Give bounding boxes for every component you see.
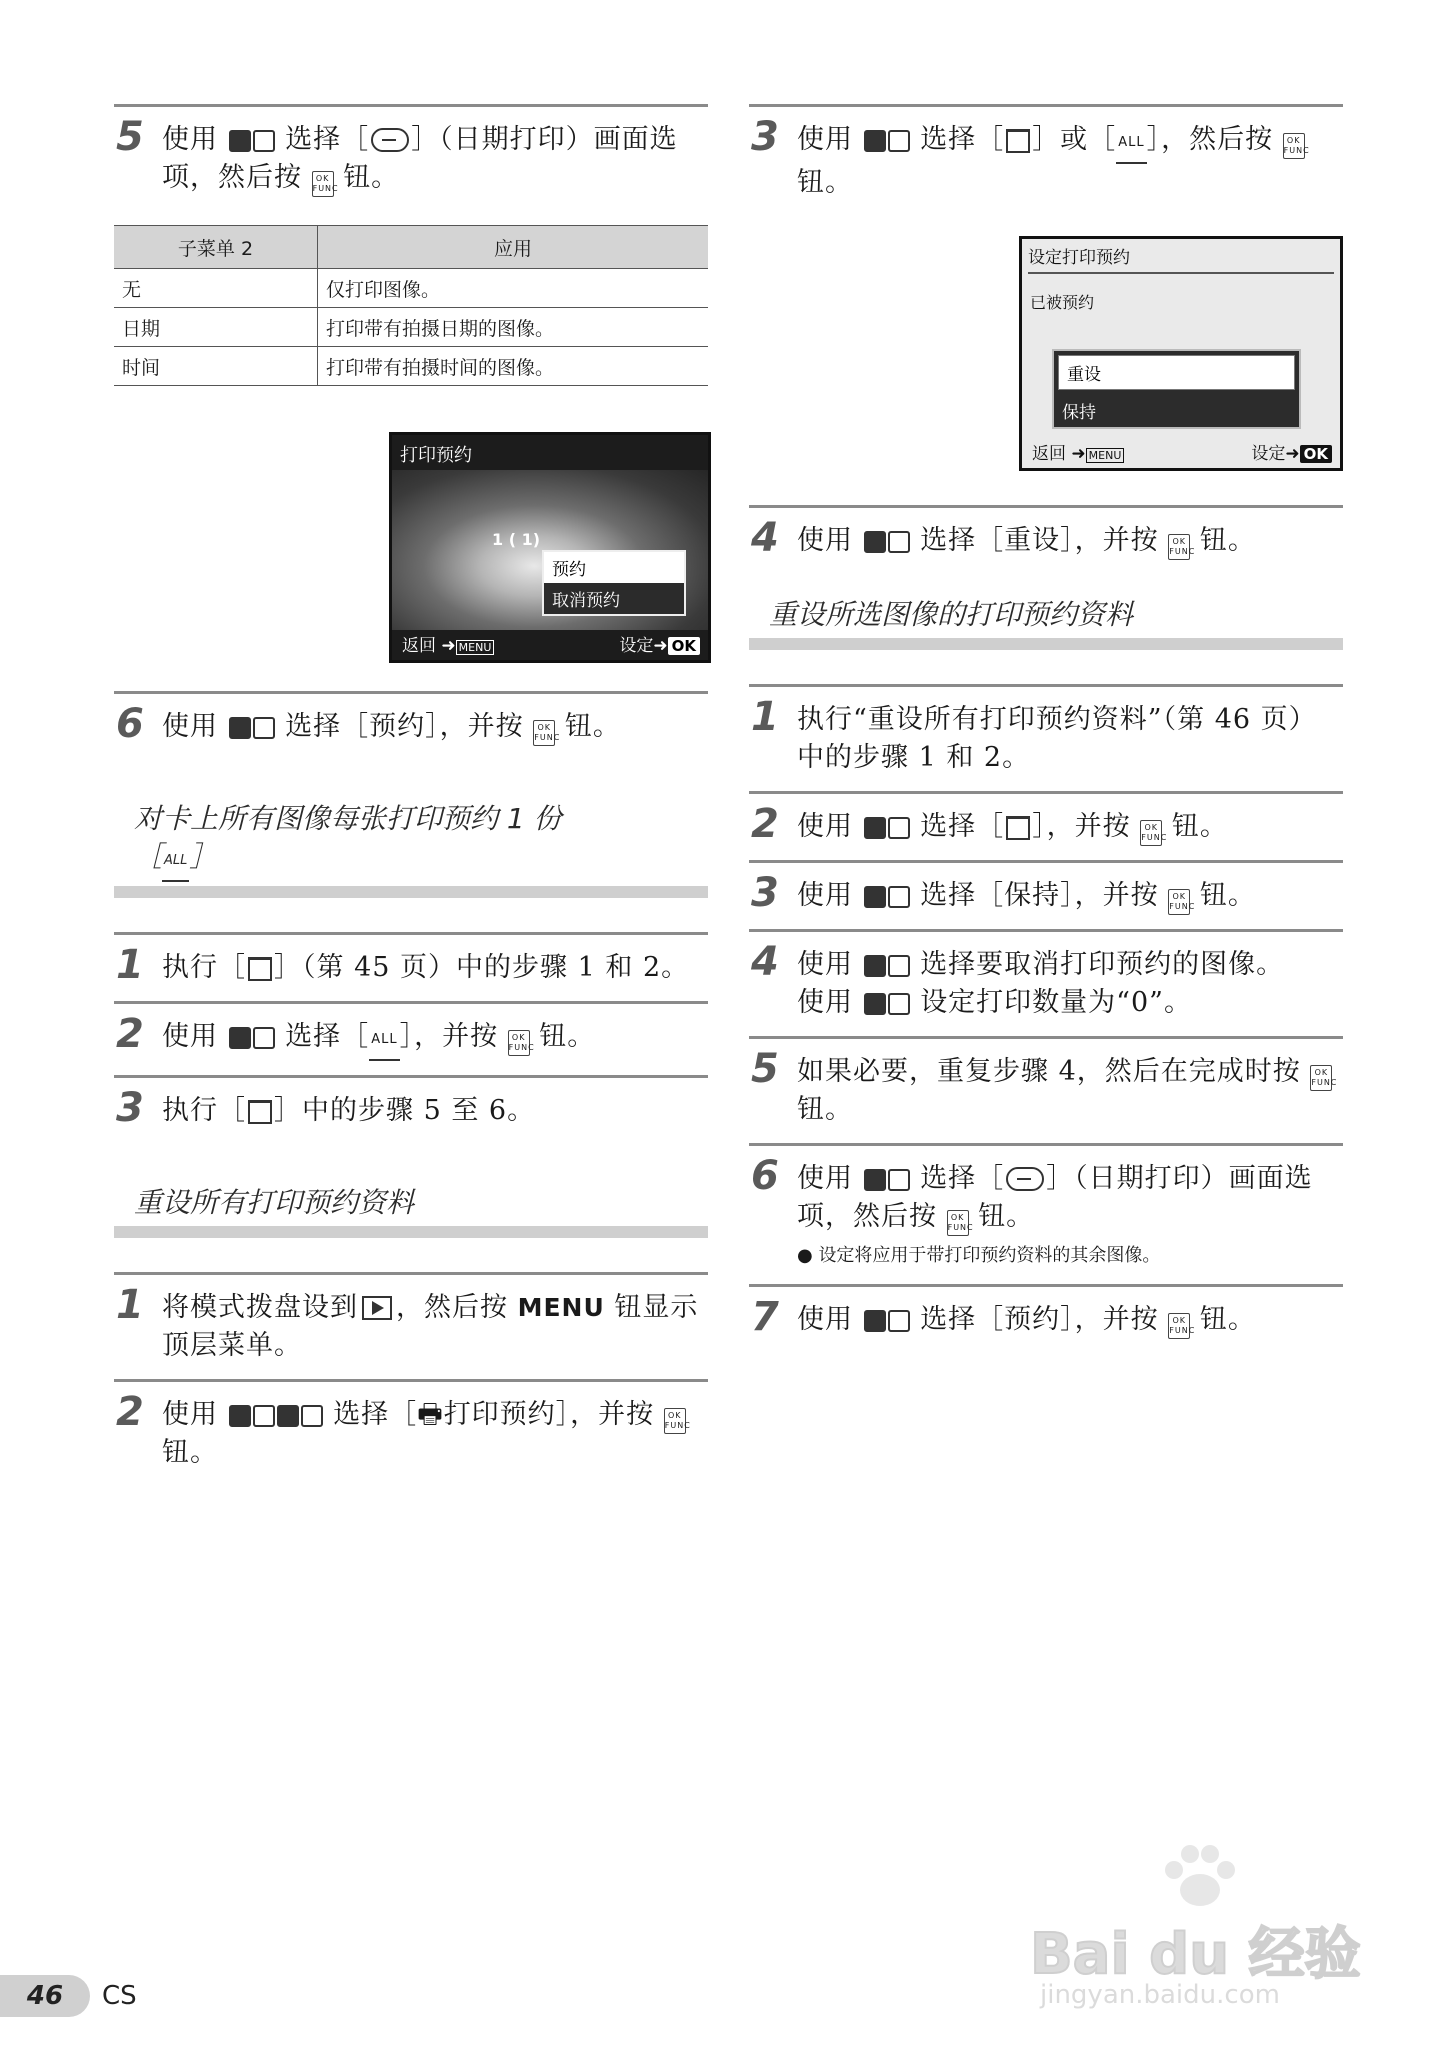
section-heading-reset-all: 重设所有打印预约资料 (134, 1186, 415, 1219)
step-number: 1 (116, 942, 144, 988)
exposure-button-icon (229, 130, 251, 152)
step-number: 3 (751, 114, 779, 160)
back-hint: 返回 ➜ MENU (402, 631, 494, 656)
step-1-reset-all: 1 将模式拨盘设到 ，然后按 MENU 钮显示顶层菜单。 (114, 1272, 708, 1379)
step-6-order: 6 使用 选择［预约］，并按 OK FUNC 钮。 (114, 691, 708, 760)
ok-func-button-icon: OK FUNC (947, 1210, 969, 1236)
table-header: 应用 (318, 226, 709, 269)
section-heading-reset-selected: 重设所选图像的打印预约资料 (769, 598, 1134, 631)
printer-icon: 🖶 (417, 1399, 444, 1430)
timer-button-icon (253, 1027, 275, 1049)
section-divider (114, 886, 708, 898)
step-1-reset-selected: 1 执行“重设所有打印预约资料”（第 46 页）中的步骤 1 和 2。 (749, 684, 1343, 791)
timer-button-icon (253, 130, 275, 152)
step-number: 6 (116, 701, 144, 747)
step-3-all-images: 3 执行［ ］中的步骤 5 至 6。 (114, 1075, 708, 1144)
table-header-row (114, 226, 708, 269)
step-number: 2 (116, 1389, 144, 1435)
step-number: 1 (116, 1282, 144, 1328)
step-number: 3 (116, 1085, 144, 1131)
back-hint: 返回 ➜ MENU (1032, 439, 1124, 464)
print-count-label: 1 ( 1) (492, 530, 541, 549)
ok-func-button-icon: OK FUNC (1168, 534, 1190, 560)
exposure-button-icon (864, 1310, 886, 1332)
step-2-reset-selected: 2 使用 选择［ ］，并按 OK FUNC 钮。 (749, 791, 1343, 860)
set-print-order-screen (1019, 236, 1343, 471)
timer-button-icon (253, 717, 275, 739)
section-divider (114, 1226, 708, 1238)
ok-func-button-icon: OK FUNC (1168, 889, 1190, 915)
exposure-button-icon (864, 993, 886, 1015)
ok-func-button-icon: OK FUNC (312, 171, 334, 197)
step-3-reset-choice: 3 使用 选择［ ］或［ ALL］，然后按 OK FUNC 钮。 (749, 104, 1343, 216)
all-print-icon: ALL (162, 842, 189, 882)
ok-func-button-icon: OK FUNC (533, 720, 555, 746)
exposure-button-icon (864, 130, 886, 152)
step-2-all-images: 2 使用 选择［ ALL］，并按 OK FUNC 钮。 (114, 1001, 708, 1075)
table-row: 日期 打印带有拍摄日期的图像。 (114, 308, 708, 347)
screen-title: 设定打印预约 (1028, 243, 1334, 274)
page-number: 46 (0, 1975, 90, 2017)
exposure-button-icon (864, 886, 886, 908)
exposure-button-icon (864, 817, 886, 839)
playback-icon (362, 1296, 392, 1320)
print-order-icon (248, 1100, 272, 1124)
step-number: 6 (751, 1153, 779, 1199)
step-1-all-images: 1 执行［ ］（第 45 页）中的步骤 1 和 2。 (114, 932, 708, 1001)
table-row: 时间 打印带有拍摄时间的图像。 (114, 347, 708, 386)
watermark-url: jingyan.baidu.com (1040, 1980, 1280, 2010)
step-2-reset-all: 2 使用 选择［🖶打印预约］，并按 OK FUNC 钮。 (114, 1379, 708, 1486)
menu-option-keep[interactable]: 保持 (1062, 403, 1096, 423)
step-number: 7 (751, 1294, 779, 1340)
date-print-icon (1006, 1167, 1044, 1191)
ok-func-button-icon: OK FUNC (1283, 133, 1305, 159)
menu-option-reset[interactable]: 重设 (1058, 355, 1295, 390)
step-number: 4 (751, 515, 779, 561)
table-header: 子菜单 2 (114, 226, 318, 269)
macro-button-icon (277, 1405, 299, 1427)
timer-button-icon (253, 1405, 275, 1427)
step-note: ● 设定将应用于带打印预约资料的其余图像。 (797, 1245, 1161, 1266)
exposure-button-icon (229, 717, 251, 739)
step-3-reset-selected: 3 使用 选择［保持］，并按 OK FUNC 钮。 (749, 860, 1343, 929)
set-hint: 设定➜ OK (619, 631, 700, 656)
step-number: 5 (116, 114, 144, 160)
all-print-icon: ALL (369, 1021, 399, 1061)
date-print-icon (371, 128, 409, 152)
timer-button-icon (888, 531, 910, 553)
step-number: 2 (751, 801, 779, 847)
ok-func-button-icon: OK FUNC (1168, 1313, 1190, 1339)
ok-func-button-icon: OK FUNC (664, 1408, 686, 1434)
macro-button-icon (864, 955, 886, 977)
step-4-reset-selected: 4 使用 选择要取消打印预约的图像。 使用 设定打印数量为“0”。 (749, 929, 1343, 1036)
timer-button-icon (888, 817, 910, 839)
table-row: 无 仅打印图像。 (114, 269, 708, 308)
timer-button-icon (888, 130, 910, 152)
exposure-button-icon (864, 531, 886, 553)
section-heading-all-images: 对卡上所有图像每张打印预约 1 份 ［ ALL］ (114, 800, 708, 882)
print-order-icon (1006, 816, 1030, 840)
timer-button-icon (888, 1169, 910, 1191)
set-hint: 设定➜ OK (1251, 439, 1332, 464)
submenu-table (114, 225, 708, 386)
step-number: 2 (116, 1011, 144, 1057)
exposure-button-icon (229, 1027, 251, 1049)
step-number: 4 (751, 939, 779, 985)
ok-func-button-icon: OK FUNC (1310, 1065, 1332, 1091)
step-6-reset-selected: 6 使用 选择［ ］（日期打印）画面选项，然后按 OK FUNC 钮。 ● 设定将应用于带打印预约资料的其余图像。 (749, 1143, 1343, 1284)
print-order-icon (248, 957, 272, 981)
ok-func-button-icon: OK FUNC (508, 1030, 530, 1056)
step-7-reset-selected: 7 使用 选择［预约］，并按 OK FUNC 钮。 (749, 1284, 1343, 1353)
exposure-button-icon (864, 1169, 886, 1191)
print-order-screen (389, 432, 711, 663)
step-5-date-print: 5 使用 选择［ ］（日期打印）画面选项，然后按 OK FUNC 钮。 (114, 104, 708, 211)
timer-button-icon (888, 886, 910, 908)
print-order-menu (542, 550, 686, 616)
ok-func-button-icon: OK FUNC (1140, 820, 1162, 846)
screen-title: 打印预约 (400, 445, 472, 466)
flash-button-icon (888, 955, 910, 977)
reset-keep-menu (1052, 349, 1301, 429)
right-column (749, 104, 1343, 1353)
baidu-watermark (1030, 1840, 1370, 2020)
timer-button-icon (888, 1310, 910, 1332)
flash-button-icon (301, 1405, 323, 1427)
menu-option-order[interactable]: 预约 (544, 552, 684, 583)
language-code: CS (102, 1981, 137, 2011)
menu-option-cancel-order[interactable]: 取消预约 (552, 591, 620, 611)
screen-subtitle: 已被预约 (1030, 293, 1095, 312)
step-4-reset: 4 使用 选择［重设］，并按 OK FUNC 钮。 (749, 505, 1343, 574)
step-number: 3 (751, 870, 779, 916)
exposure-button-icon (229, 1405, 251, 1427)
watermark-brand: Bai du 经验 (1030, 1922, 1361, 1987)
step-5-reset-selected: 5 如果必要，重复步骤 4，然后在完成时按 OK FUNC 钮。 (749, 1036, 1343, 1143)
print-order-icon (1006, 129, 1030, 153)
left-column (114, 104, 708, 1486)
section-divider (749, 638, 1343, 650)
all-print-icon: ALL (1116, 124, 1146, 164)
menu-button-label: MENU (517, 1293, 605, 1322)
timer-button-icon (888, 993, 910, 1015)
step-number: 5 (751, 1046, 779, 1092)
step-number: 1 (751, 694, 779, 740)
paw-icon (1160, 1840, 1240, 1910)
